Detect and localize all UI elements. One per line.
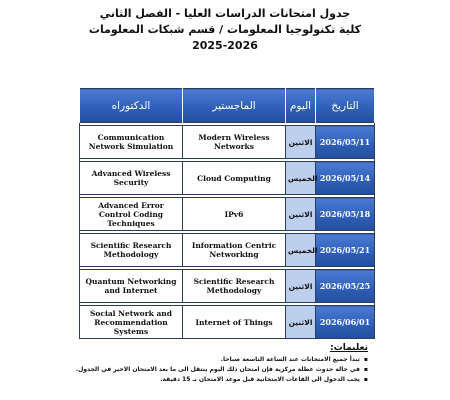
exam-day: الاثنين [286, 306, 316, 339]
column-header-masters: الماجستير [183, 89, 286, 123]
exam-date: 2026/05/14 [316, 162, 375, 195]
column-header-date: التاريخ [316, 89, 375, 123]
masters-course: Cloud Computing [183, 162, 286, 195]
exam-day: الاثنين [286, 198, 316, 231]
table-row [80, 234, 375, 267]
table-row [80, 126, 375, 159]
exam-day: الاثنين [286, 126, 316, 159]
phd-course: Communication Network Simulation [80, 126, 183, 159]
exam-day: الخميس [286, 162, 316, 195]
phd-course: Quantum Networking and Internet [80, 270, 183, 303]
masters-course: Modern Wireless Networks [183, 126, 286, 159]
table-header-row [80, 89, 375, 123]
exam-schedule-table [79, 88, 375, 339]
instructions-list [68, 355, 368, 385]
column-header-phd: الدكتوراه [80, 89, 183, 123]
phd-course: Advanced Wireless Security [80, 162, 183, 195]
column-header-day: اليوم [286, 89, 316, 123]
list-item: ▪ في حالة حدوث عطلة مركزية فإن امتحان ذلك اليوم ينتقل الى ما بعد الامتحان الاخير في الجدول. [68, 365, 368, 375]
exam-day: الخميس [286, 234, 316, 267]
masters-course: Internet of Things [183, 306, 286, 339]
table-row [80, 270, 375, 303]
exam-date: 2026/05/25 [316, 270, 375, 303]
table-row [80, 162, 375, 195]
list-item: ▪ يجب الدخول الى القاعات الامتحانية قبل موعد الامتحان بـ 15 دقيقة. [68, 375, 368, 385]
header-department: كلية تكنولوجيا المعلومات / قسم شبكات المعلومات [88, 23, 362, 36]
masters-course: Scientific Research Methodology [183, 270, 286, 303]
exam-day: الاثنين [286, 270, 316, 303]
exam-date: 2026/05/11 [316, 126, 375, 159]
table-row [80, 306, 375, 339]
header-title: جدول امتحانات الدراسات العليا - الفصل الثاني [99, 7, 351, 20]
masters-course: Information Centric Networking [183, 234, 286, 267]
list-item: ▪ تبدأ جميع الامتحانات عند الساعة التاسعة صباحا. [68, 355, 368, 365]
phd-course: Advanced Error Control Coding Techniques [80, 198, 183, 231]
header-academic-year: 2025-2026 [192, 39, 258, 52]
page-header [0, 6, 450, 54]
exam-date: 2026/06/01 [316, 306, 375, 339]
phd-course: Social Network and Recommendation Systems [80, 306, 183, 339]
instructions-title: تعليمات: [330, 343, 368, 353]
table-row [80, 198, 375, 231]
phd-course: Scientific Research Methodology [80, 234, 183, 267]
exam-date: 2026/05/18 [316, 198, 375, 231]
masters-course: IPv6 [183, 198, 286, 231]
exam-date: 2026/05/21 [316, 234, 375, 267]
